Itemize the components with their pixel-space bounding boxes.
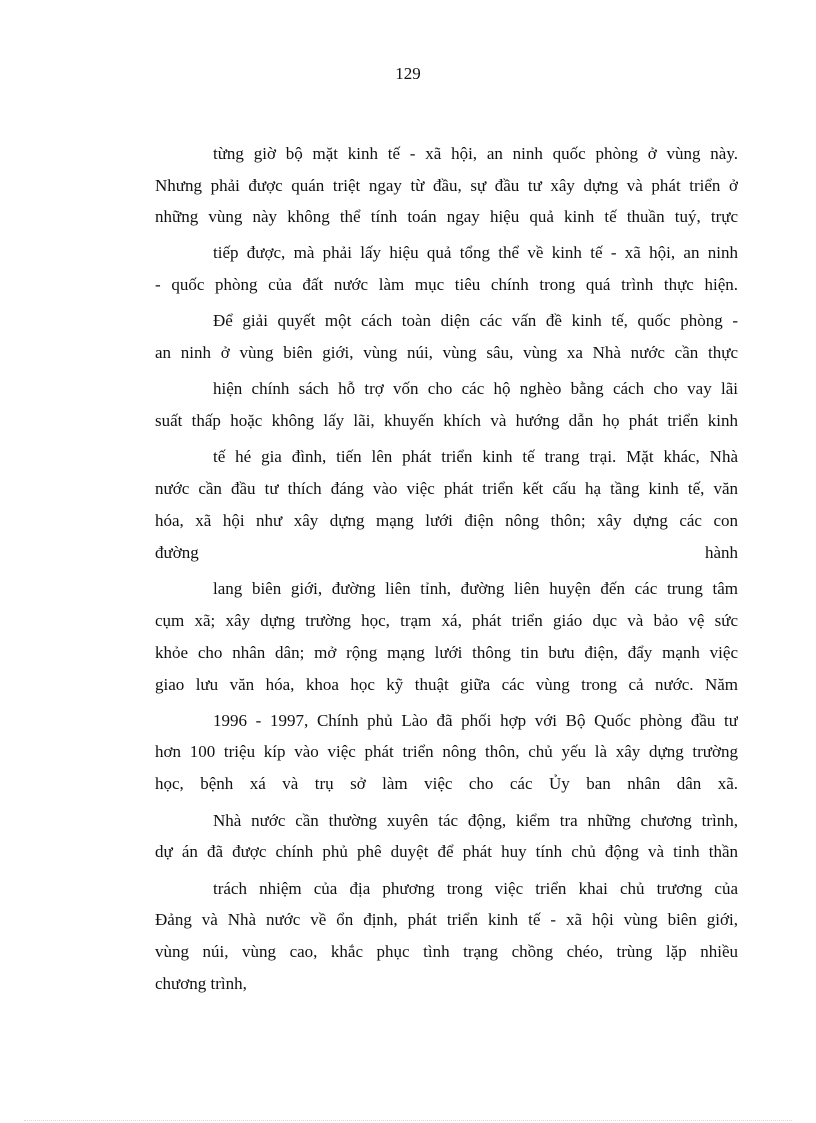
text-line: những vùng này không thể tính toán ngay hiệu quả kinh tế thuần tuý, trực xyxy=(155,207,738,226)
page-bottom-divider xyxy=(24,1120,792,1121)
text-line: đường hành xyxy=(155,543,738,562)
text-line: tế hé gia đình, tiến lên phát triển kinh tế trang trại. Mặt khác, Nhà xyxy=(213,447,738,466)
text-line: an ninh ở vùng biên giới, vùng núi, vùng sâu, vùng xa Nhà nước cần thực xyxy=(155,343,738,362)
text-line: trách nhiệm của địa phương trong việc triển khai chủ trương của xyxy=(213,879,738,898)
text-line: hiện chính sách hỗ trợ vốn cho các hộ nghèo bằng cách cho vay lãi xyxy=(213,379,738,398)
text-line: - quốc phòng của đất nước làm mục tiêu chính trong quá trình thực hiện. xyxy=(155,275,738,294)
text-line: tiếp được, mà phải lấy hiệu quả tổng thể về kinh tế - xã hội, an ninh xyxy=(213,243,738,262)
text-line: hóa, xã hội như xây dựng mạng lưới điện nông thôn; xây dựng các con xyxy=(155,511,738,530)
text-line: Đảng và Nhà nước về ổn định, phát triển kinh tế - xã hội vùng biên giới, xyxy=(155,910,738,929)
page-number: 129 xyxy=(395,64,421,83)
text-line: học, bệnh xá và trụ sở làm việc cho các Ủy ban nhân dân xã. xyxy=(155,774,738,793)
text-line: suất thấp hoặc không lấy lãi, khuyến khích và hướng dẫn họ phát triển kinh xyxy=(155,411,738,430)
text-line: lang biên giới, đường liên tỉnh, đường liên huyện đến các trung tâm xyxy=(213,579,738,598)
text-line: Nhà nước cần thường xuyên tác động, kiểm tra những chương trình, xyxy=(213,811,738,830)
text-line: Nhưng phải được quán triệt ngay từ đầu, sự đầu tư xây dựng và phát triển ở xyxy=(155,176,738,195)
text-line: từng giờ bộ mặt kinh tế - xã hội, an ninh quốc phòng ở vùng này. xyxy=(213,144,738,163)
text-line: cụm xã; xây dựng trường học, trạm xá, phát triển giáo dục và bảo vệ sức xyxy=(155,611,738,630)
text-line: dự án đã được chính phủ phê duyệt để phát huy tính chủ động và tinh thần xyxy=(155,842,738,861)
text-line: vùng núi, vùng cao, khắc phục tình trạng chồng chéo, trùng lặp nhiều xyxy=(155,942,738,961)
text-line: hơn 100 triệu kíp vào việc phát triển nông thôn, chủ yếu là xây dựng trường xyxy=(155,742,738,761)
text-line: nước cần đầu tư thích đáng vào việc phát triển kết cấu hạ tầng kinh tế, văn xyxy=(155,479,738,498)
text-line: giao lưu văn hóa, khoa học kỹ thuật giữa các vùng trong cả nước. Năm xyxy=(155,675,738,694)
text-line: chương trình, xyxy=(155,974,247,993)
text-line: Để giải quyết một cách toàn diện các vấn đề kinh tế, quốc phòng - xyxy=(213,311,738,330)
text-line: 1996 - 1997, Chính phủ Lào đã phối hợp với Bộ Quốc phòng đầu tư xyxy=(213,711,738,730)
text-line: khỏe cho nhân dân; mở rộng mạng lưới thông tin bưu điện, đẩy mạnh việc xyxy=(155,643,738,662)
